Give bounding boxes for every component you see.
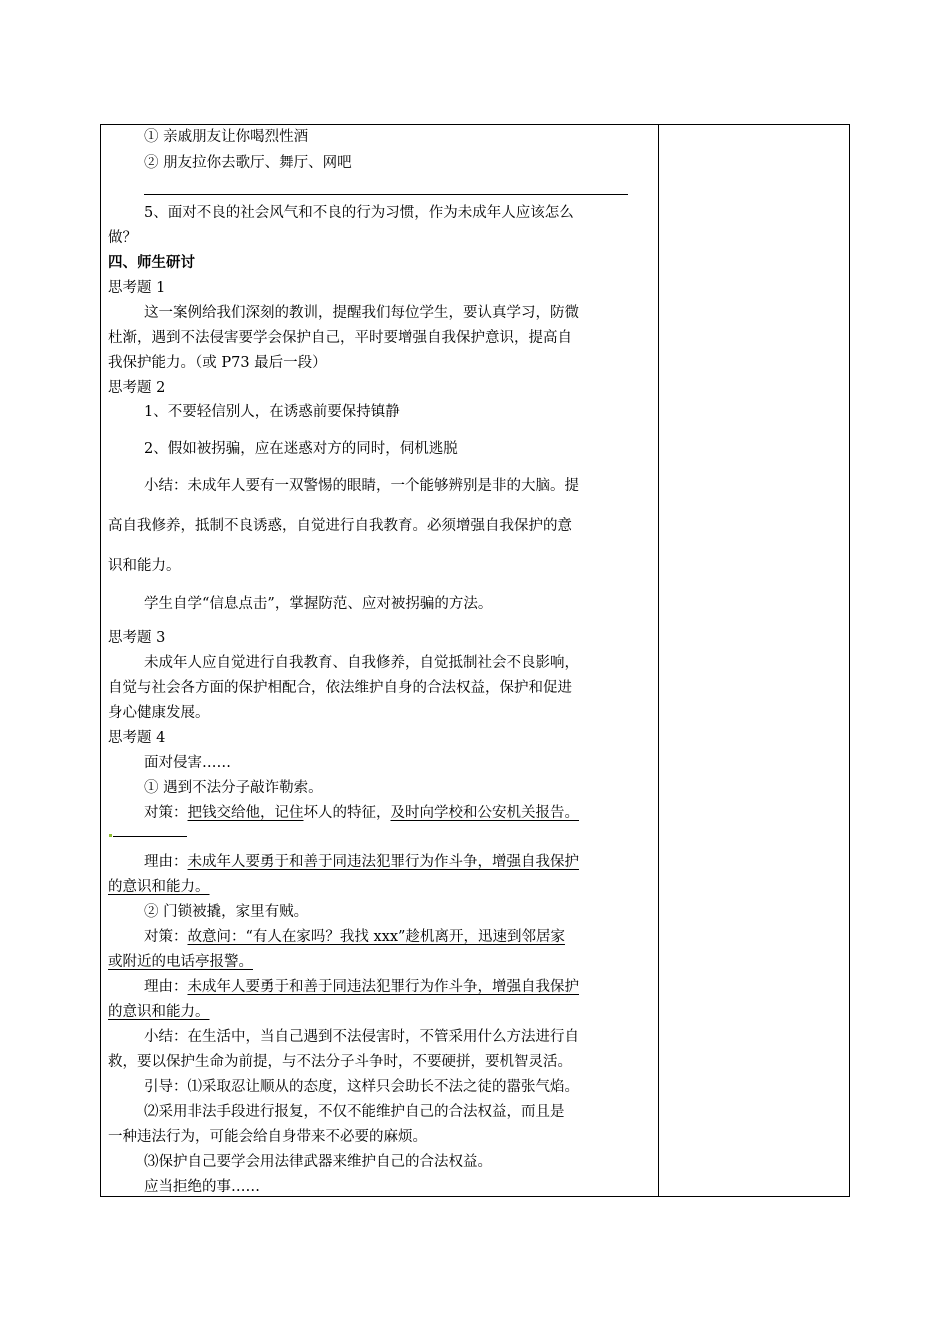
underlined-answer: 的意识和能力。: [108, 1004, 210, 1020]
text-line: 身心健康发展。: [108, 705, 210, 721]
text-line: 面对侵害……: [144, 755, 231, 771]
countermeasure-label: 对策：: [144, 929, 188, 945]
summary-line: 救，要以保护生命为前提，与不法分子斗争时，不要硬拼，要机智灵活。: [108, 1054, 572, 1070]
guidance-line: ⑶保护自己要学会用法律武器来维护自己的合法权益。: [144, 1154, 492, 1170]
section-heading: 四、师生研讨: [108, 254, 195, 271]
plain-text: 坏人的特征，: [303, 805, 391, 821]
question-label: 思考题 2: [108, 380, 166, 396]
summary-line: 小结：在生活中，当自己遇到不法侵害时，不管采用什么方法进行自: [144, 1029, 579, 1045]
answer-blank-line: [144, 194, 628, 195]
summary-line: 识和能力。: [108, 558, 181, 574]
underlined-answer: 及时向学校和公安机关报告。: [390, 805, 579, 821]
text-line: 做？: [108, 230, 137, 246]
underlined-answer: 把钱交给他，记住: [187, 805, 304, 821]
text-line: 这一案例给我们深刻的教训，提醒我们每位学生，要认真学习，防微: [144, 305, 579, 321]
text-line: 未成年人应自觉进行自我教育、自我修养，自觉抵制社会不良影响，: [144, 655, 579, 671]
summary-line: 小结：未成年人要有一双警惕的眼睛，一个能够辨别是非的大脑。提: [144, 478, 579, 494]
text-line: ② 门锁被撬，家里有贼。: [144, 904, 309, 920]
text-line: 我保护能力。（或 P73 最后一段）: [108, 355, 327, 371]
text-line: 1、不要轻信别人，在诱惑前要保持镇静: [144, 404, 400, 420]
text-line: ① 亲戚朋友让你喝烈性酒: [144, 129, 309, 145]
text-line: 5、面对不良的社会风气和不良的行为习惯，作为未成年人应该怎么: [144, 205, 574, 221]
text-line: 2、假如被拐骗，应在迷惑对方的同时，伺机逃脱: [144, 441, 458, 457]
reason-line: [144, 852, 579, 872]
guidance-line: 引导：⑴采取忍让顺从的态度，这样只会助长不法之徒的嚣张气焰。: [144, 1079, 579, 1095]
question-label: 思考题 3: [108, 630, 166, 646]
text-line: ① 遇到不法分子敲诈勒索。: [144, 780, 323, 796]
underlined-answer: 未成年人要勇于和善于同违法犯罪行为作斗争，增强自我保护: [187, 854, 579, 870]
guidance-line: 一种违法行为，可能会给自身带来不必要的麻烦。: [108, 1129, 427, 1145]
countermeasure-line: [144, 927, 565, 947]
underlined-answer: 的意识和能力。: [108, 879, 210, 895]
countermeasure-label: 对策：: [144, 805, 188, 821]
question-label: 思考题 1: [108, 280, 166, 296]
summary-line: 高自我修养，抵制不良诱惑，自觉进行自我教育。必须增强自我保护的意: [108, 518, 572, 534]
underlined-answer: 未成年人要勇于和善于同违法犯罪行为作斗争，增强自我保护: [187, 979, 579, 995]
marker-dot: [109, 834, 112, 837]
text-line: 杜渐，遇到不法侵害要学会保护自己，平时要增强自我保护意识，提高自: [108, 330, 572, 346]
countermeasure-line: [144, 803, 579, 823]
reason-label: 理由：: [144, 979, 188, 995]
guidance-line: ⑵采用非法手段进行报复，不仅不能维护自己的合法权益，而且是: [144, 1104, 565, 1120]
question-label: 思考题 4: [108, 730, 166, 746]
underline-blank: [113, 836, 187, 837]
text-line: 学生自学“信息点击”，掌握防范、应对被拐骗的方法。: [144, 596, 493, 612]
reason-label: 理由：: [144, 854, 188, 870]
underlined-answer: 故意问：“有人在家吗？我找 xxx”趁机离开，迅速到邻居家: [187, 929, 565, 945]
text-line: 应当拒绝的事……: [144, 1179, 260, 1195]
text-line: ② 朋友拉你去歌厅、舞厅、网吧: [144, 155, 352, 171]
text-line: 自觉与社会各方面的保护相配合，依法维护自身的合法权益，保护和促进: [108, 680, 572, 696]
underlined-answer: 或附近的电话亭报警。: [108, 954, 253, 970]
column-divider: [658, 124, 659, 1197]
reason-line: [144, 977, 579, 997]
